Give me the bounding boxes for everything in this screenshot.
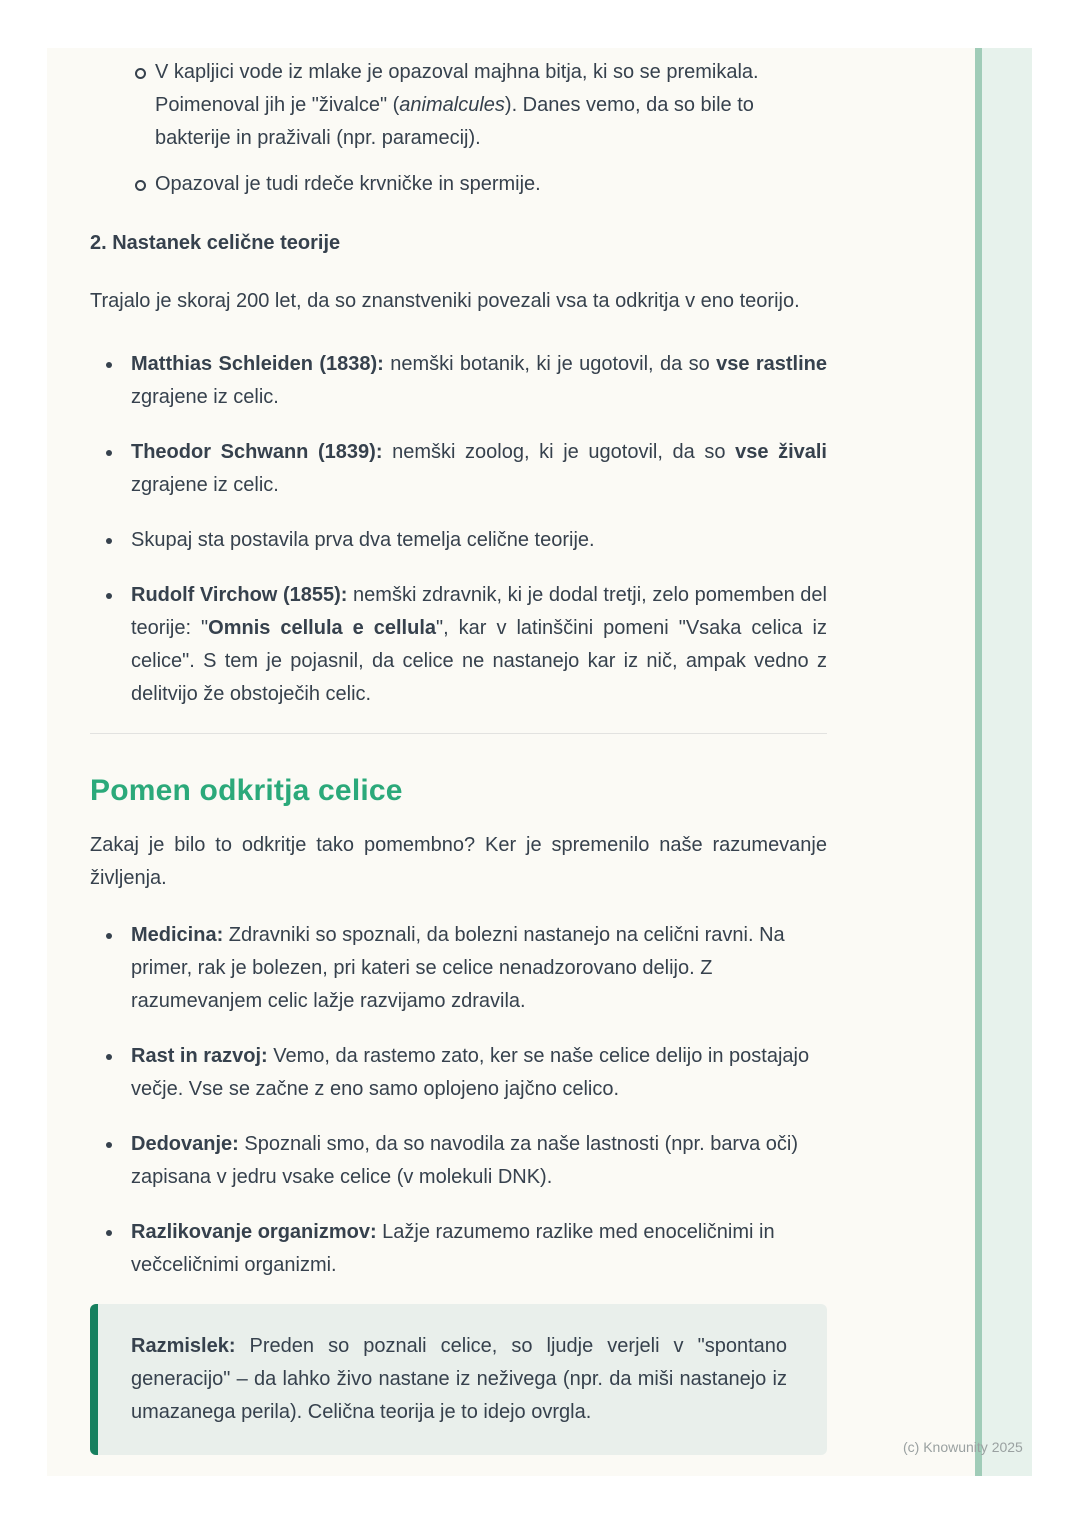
list-item-text [131, 436, 827, 502]
importance-intro-paragraph: Zakaj je bilo to odkritje tako pomembno? Ker je spremenilo naše razumevanje življenja. [90, 834, 827, 889]
bold-text: Medicina: [131, 924, 224, 946]
bullet-icon [106, 538, 112, 544]
importance-list [90, 919, 827, 1282]
bookmark-stripe-edge [975, 48, 982, 1476]
bold-text: Dedovanje: [131, 1133, 239, 1155]
text: Lažje razumemo razlike med enoceličnimi in večceličnimi organizmi. [131, 1221, 775, 1276]
bullet-icon [106, 362, 112, 368]
list-item-text [131, 348, 827, 414]
bullet-icon [106, 1230, 112, 1236]
bullet-icon [106, 593, 112, 599]
circle-bullet-icon [135, 180, 146, 191]
list-item [90, 919, 827, 1018]
list-item-text [131, 1040, 827, 1106]
text: nemški zoolog, ki je ugotovil, da so [382, 441, 736, 463]
text: nemški zdravnik, ki je dodal tretji, zelo pomemben del teorije: " [131, 584, 827, 639]
bold-text: Razlikovanje organizmov: [131, 1221, 377, 1243]
list-item [90, 1040, 827, 1106]
bold-text: Theodor Schwann (1839): [131, 441, 383, 463]
list-item-text [131, 524, 827, 557]
list-item-text [155, 168, 827, 201]
list-item [90, 436, 827, 502]
cell-theory-list [90, 348, 827, 711]
section-title: 2. Nastanek celične teorije [90, 232, 341, 254]
text: Vemo, da rastemo zato, ker se naše celice delijo in postajajo večje. Vse se začne z eno samo oplojeno jajčno celico. [131, 1045, 810, 1100]
text: V kapljici vode iz mlake je opazoval majhna bitja, ki so se premikala. Poimenoval jih je "živalce" ( [155, 61, 759, 116]
text: zgrajene iz celic. [131, 386, 279, 408]
list-item-text [131, 1216, 827, 1282]
text: Preden so poznali celice, so ljudje verjeli v "spontano generacijo" – da lahko živo nastane iz neživega (npr. da miši nastanejo iz umazanega perila). Celična teorija je to idejo ovrgla. [131, 1335, 787, 1423]
page-content [90, 56, 827, 1455]
callout-box [90, 1304, 827, 1455]
bold-text: Rast in razvoj: [131, 1045, 268, 1067]
list-item-text [131, 919, 827, 1018]
observation-list [90, 56, 827, 201]
text: Zdravniki so spoznali, da bolezni nastanejo na celični ravni. Na primer, rak je bolezen, pri kateri se celice nenadzorovano delijo. Z razumevanjem celic lažje razvijamo zdravila. [131, 924, 785, 1012]
text: zgrajene iz celic. [131, 474, 279, 496]
list-item [90, 168, 827, 201]
bold-text: Omnis cellula e cellula [208, 617, 437, 639]
bullet-icon [106, 933, 112, 939]
section-intro-paragraph: Trajalo je skoraj 200 let, da so znanstveniki povezali vsa ta odkritja v eno teorijo. [90, 290, 800, 312]
text: Spoznali smo, da so navodila za naše lastnosti (npr. barva oči) zapisana v jedru vsake celice (v molekuli DNK). [131, 1133, 799, 1188]
list-item [90, 348, 827, 414]
list-item [90, 579, 827, 711]
bold-text: Razmislek: [131, 1335, 236, 1357]
bullet-icon [106, 450, 112, 456]
circle-bullet-icon [135, 68, 146, 79]
bold-text: Matthias Schleiden (1838): [131, 353, 384, 375]
bookmark-stripe [982, 48, 1032, 1476]
bullet-icon [106, 1054, 112, 1060]
footer-credit: (c) Knowunity 2025 [903, 1439, 1023, 1455]
list-item [90, 1128, 827, 1194]
list-item [90, 1216, 827, 1282]
text: nemški botanik, ki je ugotovil, da so [383, 353, 717, 375]
section-heading: Pomen odkritja celice [90, 774, 403, 807]
list-item-text [155, 56, 827, 155]
text: ", kar v latinščini pomeni "Vsaka celica iz celice". S tem je pojasnil, da celice ne nastanejo kar iz nič, ampak vedno z delitvijo že obstoječih celic. [131, 617, 828, 705]
bold-text: vse rastline [716, 353, 827, 375]
text: Skupaj sta postavila prva dva temelja celične teorije. [131, 529, 595, 551]
list-item [90, 56, 827, 155]
page-card [47, 48, 1032, 1476]
italic-text: animalcules [399, 94, 505, 116]
bullet-icon [106, 1142, 112, 1148]
text: ). Danes vemo, da so bile to bakterije in praživali (npr. paramecij). [155, 94, 754, 149]
list-item-text [131, 1128, 827, 1194]
list-item-text [131, 579, 827, 711]
bold-text: Rudolf Virchow (1855): [131, 584, 348, 606]
section-divider [90, 733, 827, 734]
list-item [90, 524, 827, 557]
bold-text: vse živali [735, 441, 827, 463]
text: Opazoval je tudi rdeče krvničke in spermije. [155, 173, 541, 195]
